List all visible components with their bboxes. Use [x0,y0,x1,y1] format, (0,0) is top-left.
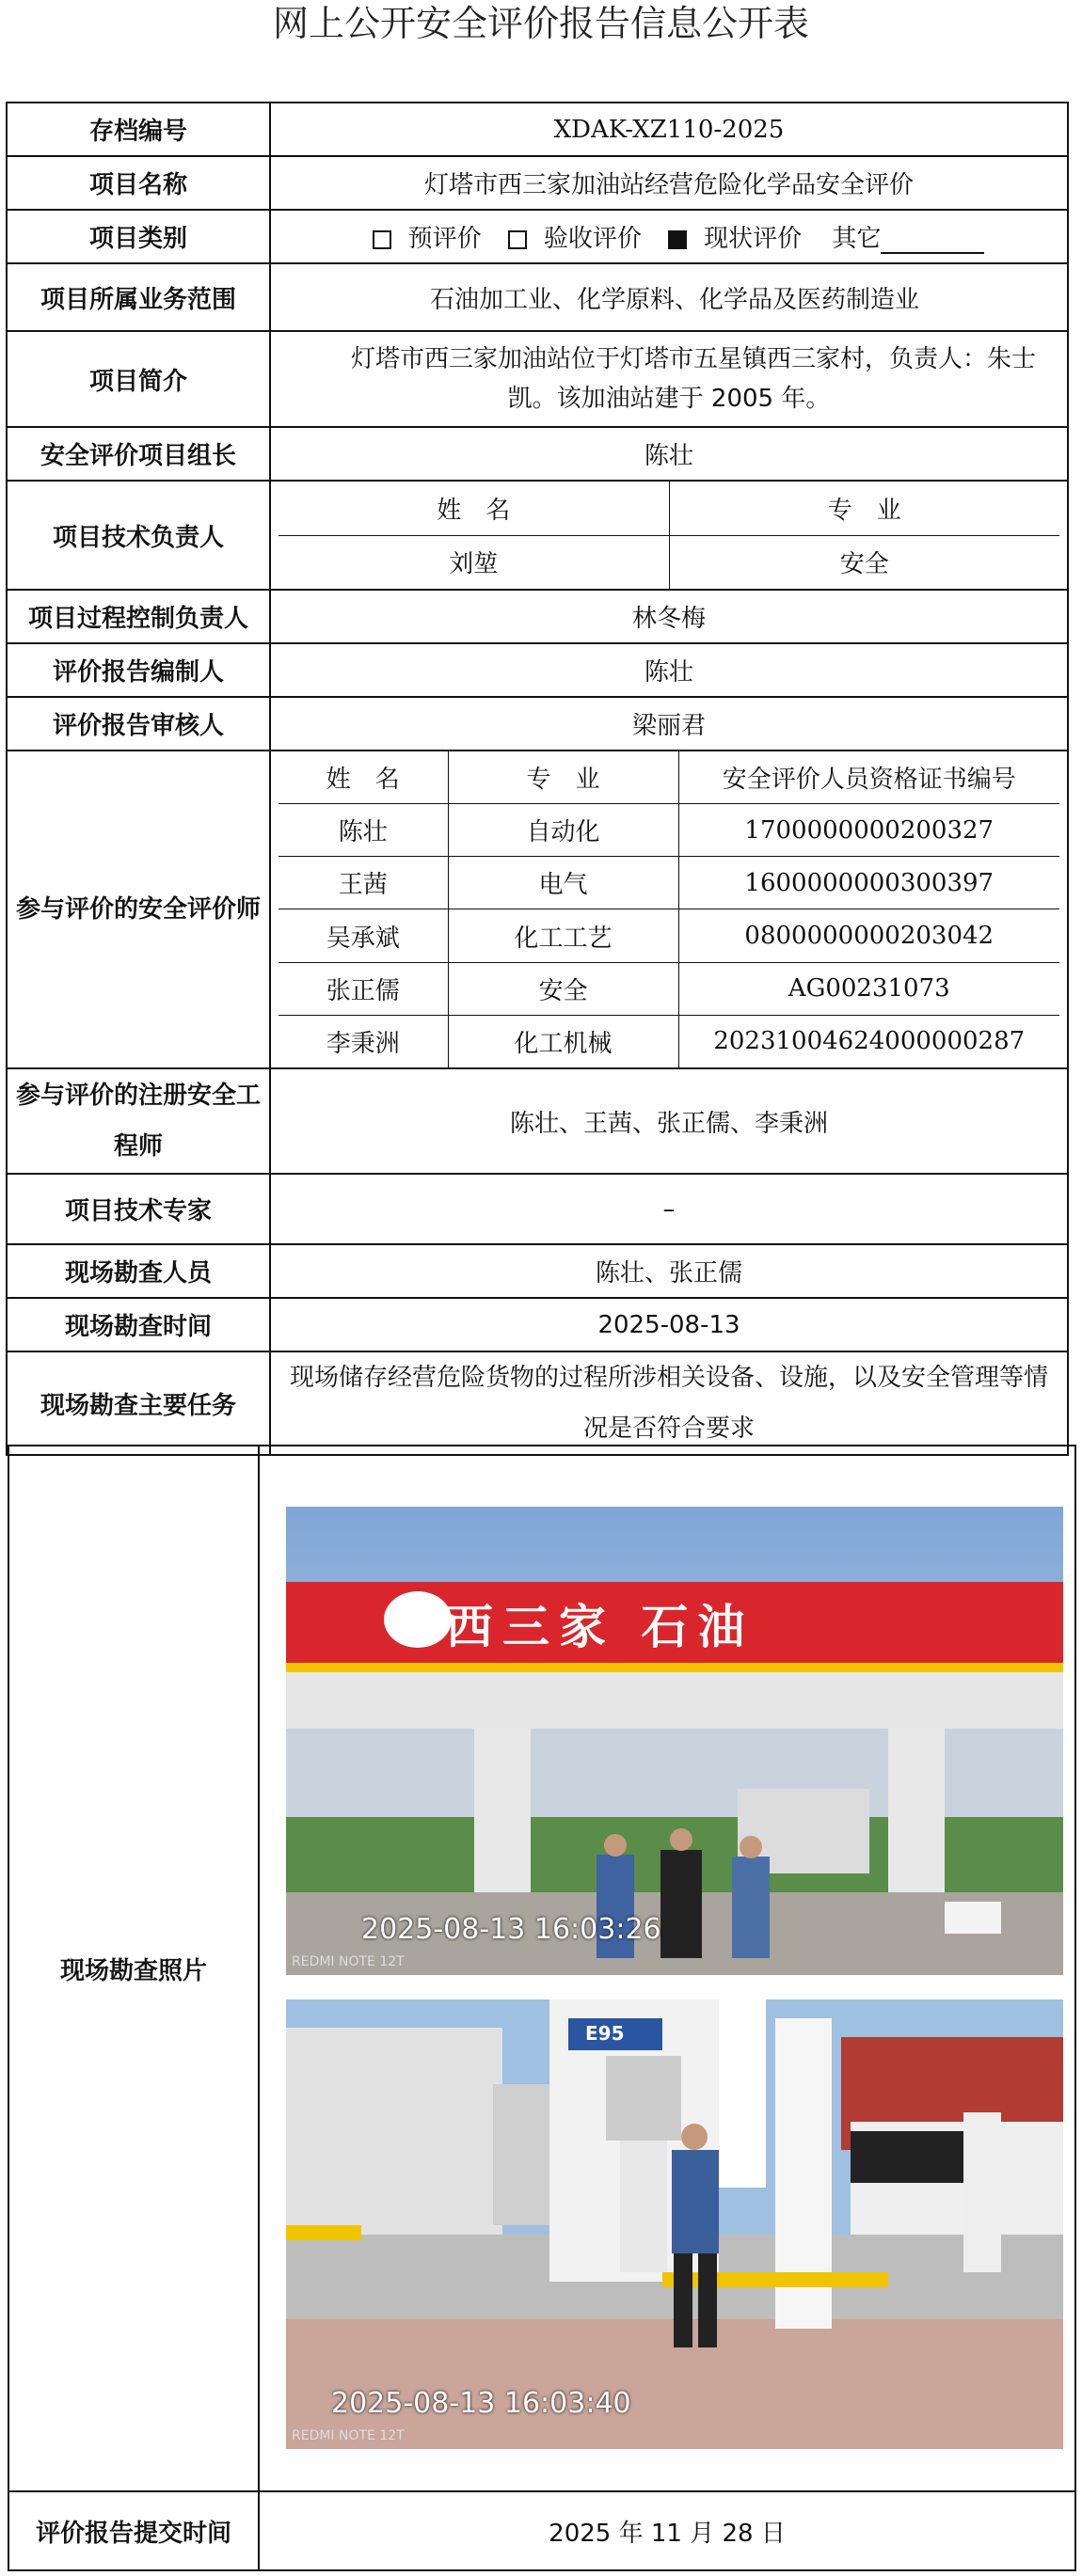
tech-expert-label: 项目技术专家 [7,1174,270,1244]
tech-lead-major: 安全 [669,535,1059,589]
reviewer-label: 评价报告审核人 [7,697,270,751]
site-photo-2 [286,1999,1063,2449]
project-name-value: 灯塔市西三家加油站经营危险化学品安全评价 [270,156,1068,210]
inspection-time-value: 2025-08-13 [270,1298,1068,1351]
process-lead-value: 林冬梅 [270,590,1068,643]
inspectors-label: 现场勘查人员 [7,1244,270,1298]
registered-engineers-label: 参与评价的注册安全工程师 [7,1068,270,1174]
info-table [6,102,1069,1456]
checkbox-acceptance-eval [508,230,527,249]
photo1-timestamp: 2025-08-13 16:03:26 [361,1913,661,1946]
photos-label: 现场勘查照片 [8,1446,259,2491]
evaluator-name: 王茜 [278,857,448,909]
evaluators-header-name: 姓 名 [278,751,448,804]
tech-expert-value: – [270,1174,1068,1244]
photo1-device-watermark: REDMI NOTE 12T [292,1954,405,1969]
page-title: 网上公开安全评价报告信息公开表 [272,3,809,44]
evaluators-header-cert: 安全评价人员资格证书编号 [678,751,1059,804]
evaluator-name: 吴承斌 [278,909,448,962]
process-lead-label: 项目过程控制负责人 [7,590,270,643]
evaluator-major: 化工工艺 [448,909,678,962]
option-acceptance-eval: 验收评价 [543,225,642,253]
evaluator-name: 李秉洲 [278,1015,448,1067]
team-leader-label: 安全评价项目组长 [7,427,270,481]
checkbox-current-eval-checked [668,230,687,249]
table-row [278,909,1059,962]
evaluators-cell [270,751,1068,1068]
other-blank-line [881,252,984,254]
inspection-task-label: 现场勘查主要任务 [7,1351,270,1455]
business-scope-value: 石油加工业、化学原料、化学品及医药制造业 [270,263,1068,331]
compiler-value: 陈壮 [270,643,1068,697]
summary-label: 项目简介 [7,331,270,427]
evaluator-major: 化工机械 [448,1015,678,1067]
pump-label: E95 [585,2022,625,2045]
evaluator-cert: 20231004624000000287 [678,1015,1059,1067]
evaluator-name: 张正儒 [278,962,448,1015]
compiler-label: 评价报告编制人 [7,643,270,697]
option-other: 其它 [832,225,882,253]
evaluators-header-major: 专 业 [448,751,678,804]
table-row [278,857,1059,909]
archive-no-value: XDAK-XZ110-2025 [270,103,1068,156]
evaluator-major: 安全 [448,962,678,1015]
table-row [278,962,1059,1015]
project-type-options [270,210,1068,263]
tech-lead-name-header: 姓 名 [278,482,669,535]
summary-value: 灯塔市西三家加油站位于灯塔市五星镇西三家村，负责人：朱士凯。该加油站建于 2005 年。 [270,331,1068,427]
photo2-timestamp: 2025-08-13 16:03:40 [331,2387,631,2420]
project-name-label: 项目名称 [7,156,270,210]
tech-lead-label: 项目技术负责人 [7,481,270,590]
evaluator-cert: 1700000000200327 [678,804,1059,857]
tech-lead-major-header: 专 业 [669,482,1059,535]
table-row [278,804,1059,857]
team-leader-value: 陈壮 [270,427,1068,481]
evaluator-cert: 1600000000300397 [678,857,1059,909]
submit-time-value: 2025 年 11 月 28 日 [259,2491,1075,2570]
tech-lead-name: 刘堃 [278,535,669,589]
site-photo-1 [286,1507,1063,1975]
checkbox-pre-eval [373,230,391,249]
table-row [278,1015,1059,1067]
evaluator-name: 陈壮 [278,804,448,857]
photo2-device-watermark: REDMI NOTE 12T [292,2428,405,2443]
tech-lead-cell [270,481,1068,590]
fuel-pump-image [286,1999,1063,2449]
registered-engineers-value: 陈壮、王茜、张正儒、李秉洲 [270,1068,1068,1174]
evaluators-label: 参与评价的安全评价师 [7,751,270,1068]
evaluators-subtable [278,751,1059,1067]
inspection-task-value: 现场储存经营危险货物的过程所涉相关设备、设施，以及安全管理等情况是否符合要求 [270,1351,1068,1455]
option-current-eval: 现状评价 [704,225,803,253]
reviewer-value: 梁丽君 [270,697,1068,751]
evaluator-cert: 0800000000203042 [678,909,1059,962]
evaluator-major: 自动化 [448,804,678,857]
tech-lead-subtable [278,482,1059,589]
evaluator-major: 电气 [448,857,678,909]
evaluator-cert: AG00231073 [678,962,1059,1015]
inspectors-value: 陈壮、张正儒 [270,1244,1068,1298]
submit-time-label: 评价报告提交时间 [8,2491,259,2570]
business-scope-label: 项目所属业务范围 [7,263,270,331]
station-sign-text: 西三家 石油 [446,1600,755,1654]
gas-station-canopy-image [286,1507,1063,1975]
archive-no-label: 存档编号 [7,103,270,156]
inspection-time-label: 现场勘查时间 [7,1298,270,1351]
project-type-label: 项目类别 [7,210,270,263]
option-pre-eval: 预评价 [407,225,482,253]
